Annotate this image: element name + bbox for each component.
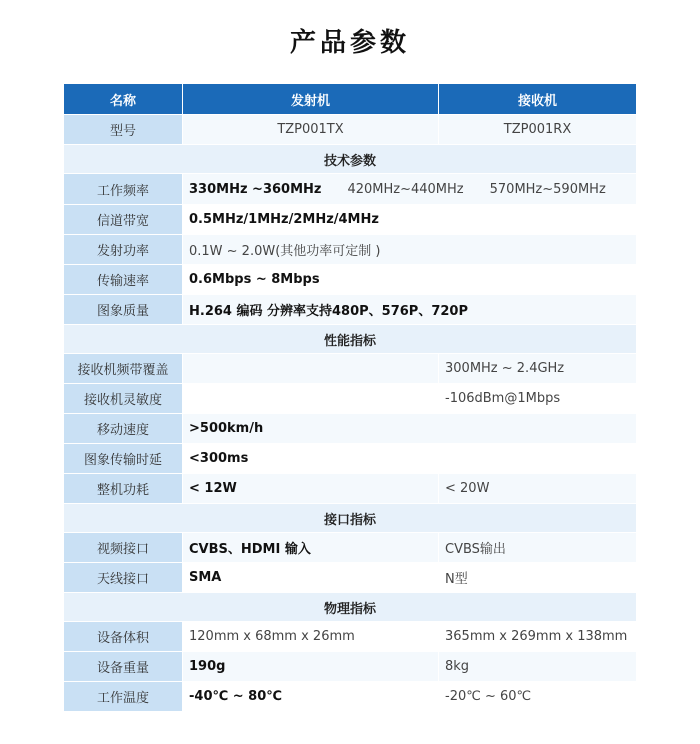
- table-header-row: [64, 84, 636, 115]
- row-label: 接收机灵敏度: [64, 384, 182, 413]
- row-empty: [438, 265, 636, 294]
- row-label: 整机功耗: [64, 474, 182, 503]
- row-label: 图象质量: [64, 295, 182, 324]
- section-title: 性能指标: [323, 333, 376, 349]
- row-label: 视频接口: [64, 533, 182, 562]
- row-tx: 120mm x 68mm x 26mm: [182, 622, 438, 651]
- freq-band-1: 330MHz ~360MHz: [189, 181, 322, 197]
- row-label: 设备体积: [64, 622, 182, 651]
- table-row-weight: [64, 652, 636, 682]
- model-tx: TZP001TX: [182, 115, 438, 144]
- row-label: 图象传输时延: [64, 444, 182, 473]
- row-value: 0.1W ~ 2.0W(其他功率可定制 ): [182, 235, 636, 264]
- section-title: 物理指标: [323, 601, 376, 617]
- row-value: >500km/h: [182, 414, 636, 443]
- row-label: 移动速度: [64, 414, 182, 443]
- header-name: 名称: [109, 93, 136, 109]
- row-value: 0.6Mbps ~ 8Mbps: [182, 265, 438, 294]
- table-row-volume: [64, 622, 636, 652]
- model-row: [64, 115, 636, 145]
- section-perf: [64, 325, 636, 354]
- model-rx: TZP001RX: [438, 115, 636, 144]
- table-row-video: [64, 533, 636, 563]
- row-rx: 300MHz ~ 2.4GHz: [438, 354, 636, 383]
- row-tx: CVBS、HDMI 输入: [182, 533, 438, 562]
- table-row-rate: [64, 265, 636, 295]
- row-tx: 190g: [182, 652, 438, 681]
- row-value: H.264 编码 分辨率支持480P、576P、720P: [182, 295, 636, 324]
- row-tx: -40℃ ~ 80℃: [182, 682, 438, 711]
- freq-band-3: 570MHz~590MHz: [489, 181, 606, 197]
- table-row-speed: [64, 414, 636, 444]
- table-row-latency: [64, 444, 636, 474]
- model-label: 型号: [64, 115, 182, 144]
- row-rx: 8kg: [438, 652, 636, 681]
- page-title: 产品参数: [289, 28, 410, 58]
- freq-band-2: 420MHz~440MHz: [347, 181, 464, 197]
- row-tx: SMA: [182, 563, 438, 592]
- row-label: 天线接口: [64, 563, 182, 592]
- table-row-freq: [64, 174, 636, 205]
- table-row-bandwidth: [64, 205, 636, 235]
- header-transmitter: 发射机: [182, 84, 438, 114]
- row-value: <300ms: [182, 444, 636, 473]
- row-label: 工作温度: [64, 682, 182, 711]
- row-rx: -106dBm@1Mbps: [438, 384, 636, 413]
- table-row-power: [64, 235, 636, 265]
- spec-table: [64, 84, 636, 712]
- freq-values: [182, 174, 636, 204]
- row-tx: < 12W: [182, 474, 438, 503]
- row-rx: < 20W: [438, 474, 636, 503]
- row-rx: CVBS输出: [438, 533, 636, 562]
- table-row-image: [64, 295, 636, 325]
- row-rx: -20℃ ~ 60℃: [438, 682, 636, 711]
- table-row-sensitivity: [64, 384, 636, 414]
- row-label: 信道带宽: [64, 205, 182, 234]
- row-rx: 365mm x 269mm x 138mm: [438, 622, 636, 651]
- section-iface: [64, 504, 636, 533]
- table-row-consumption: [64, 474, 636, 504]
- section-title: 接口指标: [323, 512, 376, 528]
- row-value: 0.5MHz/1MHz/2MHz/4MHz: [182, 205, 636, 234]
- row-label: 接收机频带覆盖: [64, 354, 182, 383]
- section-phys: [64, 593, 636, 622]
- row-label: 传输速率: [64, 265, 182, 294]
- table-row-antenna: [64, 563, 636, 593]
- row-tx: [182, 384, 438, 413]
- row-tx: [182, 354, 438, 383]
- row-label: 工作频率: [64, 174, 182, 204]
- table-row-temp: [64, 682, 636, 712]
- section-tech: [64, 145, 636, 174]
- table-row-coverage: [64, 354, 636, 384]
- section-title: 技术参数: [323, 153, 376, 169]
- row-label: 设备重量: [64, 652, 182, 681]
- row-label: 发射功率: [64, 235, 182, 264]
- row-rx: N型: [438, 563, 636, 592]
- header-receiver: 接收机: [438, 84, 636, 114]
